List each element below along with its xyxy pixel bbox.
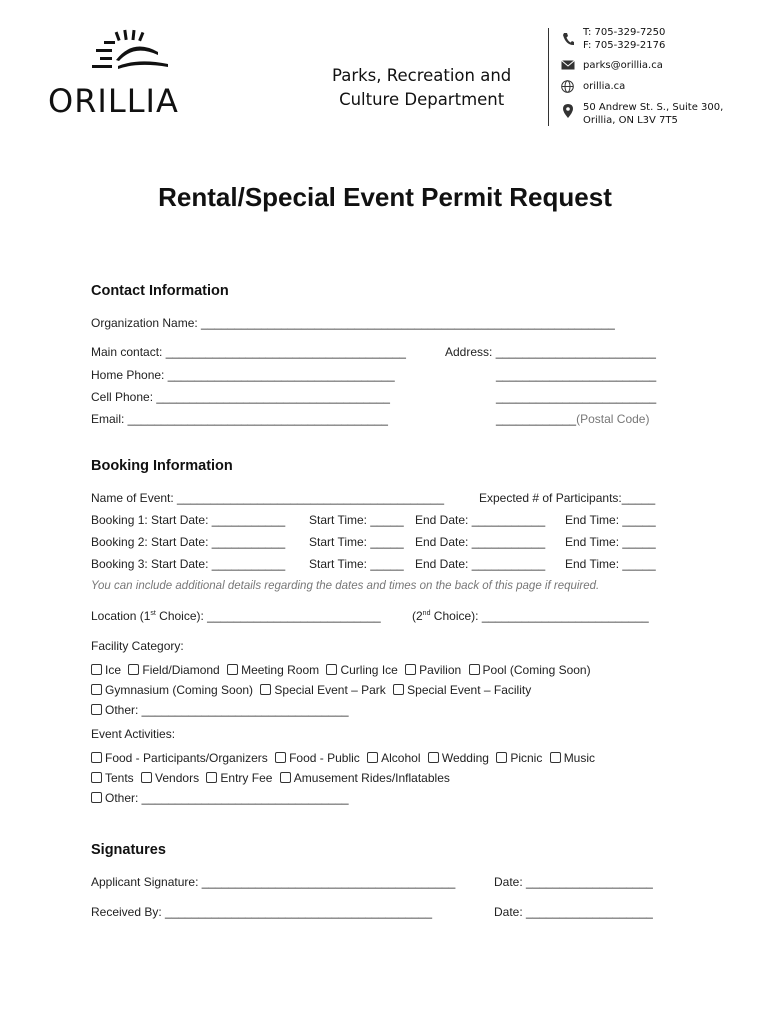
booking-2-end-date[interactable]: End Date: ___________: [415, 535, 546, 549]
booking-note: You can include additional details regarding the dates and times on the back of this page if required.: [91, 580, 600, 592]
activity-option-entry-fee[interactable]: Entry Fee: [206, 771, 272, 785]
phone-number: T: 705-329-7250: [583, 27, 666, 38]
contact-section-heading: Contact Information: [91, 283, 229, 299]
booking-1-end-time[interactable]: End Time: _____: [565, 513, 656, 527]
checkbox[interactable]: [326, 664, 337, 675]
phone-icon: [562, 32, 574, 46]
cell-phone-field[interactable]: Cell Phone: ___________________________________: [91, 390, 390, 404]
booking-2-end-time[interactable]: End Time: _____: [565, 535, 656, 549]
booking-section-heading: Booking Information: [91, 458, 233, 474]
checkbox[interactable]: [141, 772, 152, 783]
checkbox[interactable]: [91, 792, 102, 803]
activity-option-wedding[interactable]: Wedding: [428, 751, 489, 765]
facility-option-special-event-park[interactable]: Special Event – Park: [260, 683, 385, 697]
facility-option-pavilion[interactable]: Pavilion: [405, 663, 461, 677]
checkbox[interactable]: [280, 772, 291, 783]
checkbox[interactable]: [128, 664, 139, 675]
address-line-3-field[interactable]: ________________________: [496, 390, 657, 404]
checkbox[interactable]: [260, 684, 271, 695]
address-field[interactable]: Address: ________________________: [445, 345, 656, 359]
checkbox[interactable]: [550, 752, 561, 763]
facility-option-other[interactable]: Other: _______________________________: [91, 703, 349, 717]
activity-option-food-public[interactable]: Food - Public: [275, 751, 360, 765]
booking-3-start-date[interactable]: Booking 3: Start Date: ___________: [91, 557, 286, 571]
email-address[interactable]: parks@orillia.ca: [583, 60, 663, 71]
home-phone-field[interactable]: Home Phone: __________________________________: [91, 368, 395, 382]
booking-3-end-date[interactable]: End Date: ___________: [415, 557, 546, 571]
activity-option-tents[interactable]: Tents: [91, 771, 134, 785]
booking-2-start-time[interactable]: Start Time: _____: [309, 535, 404, 549]
checkbox[interactable]: [469, 664, 480, 675]
orillia-logo: [48, 28, 218, 120]
checkbox[interactable]: [405, 664, 416, 675]
booking-1-end-date[interactable]: End Date: ___________: [415, 513, 546, 527]
facility-option-curling-ice[interactable]: Curling Ice: [326, 663, 397, 677]
checkbox[interactable]: [91, 772, 102, 783]
checkbox[interactable]: [393, 684, 404, 695]
activity-option-other[interactable]: Other: _______________________________: [91, 791, 349, 805]
event-activities-label: Event Activities:: [91, 727, 176, 741]
booking-3-start-time[interactable]: Start Time: _____: [309, 557, 404, 571]
facility-row-1: [91, 663, 591, 677]
checkbox[interactable]: [428, 752, 439, 763]
activity-option-alcohol[interactable]: Alcohol: [367, 751, 420, 765]
organization-name-field[interactable]: Organization Name: ______________________________________________________________: [91, 316, 615, 330]
booking-3-end-time[interactable]: End Time: _____: [565, 557, 656, 571]
checkbox[interactable]: [496, 752, 507, 763]
participants-field[interactable]: Expected # of Participants:_____: [479, 491, 656, 505]
activities-row-2: [91, 771, 450, 785]
activity-option-music[interactable]: Music: [550, 751, 595, 765]
booking-1-start-time[interactable]: Start Time: _____: [309, 513, 404, 527]
facility-option-field-diamond[interactable]: Field/Diamond: [128, 663, 219, 677]
facility-row-2: [91, 683, 531, 697]
checkbox[interactable]: [275, 752, 286, 763]
logo-wordmark: ORILLIA: [48, 82, 179, 120]
facility-category-label: Facility Category:: [91, 639, 184, 653]
applicant-signature-field[interactable]: Applicant Signature: ______________________________________: [91, 875, 456, 889]
facility-option-meeting-room[interactable]: Meeting Room: [227, 663, 319, 677]
facility-option-gymnasium[interactable]: Gymnasium (Coming Soon): [91, 683, 253, 697]
header-divider: [548, 28, 549, 126]
page-title: Rental/Special Event Permit Request: [158, 182, 612, 212]
location-first-choice-field[interactable]: Location (1st Choice): __________________________: [91, 609, 381, 623]
checkbox[interactable]: [91, 752, 102, 763]
address-line-1: 50 Andrew St. S., Suite 300,: [583, 102, 724, 113]
applicant-date-field[interactable]: Date: ___________________: [494, 875, 653, 889]
booking-1-start-date[interactable]: Booking 1: Start Date: ___________: [91, 513, 286, 527]
facility-option-pool[interactable]: Pool (Coming Soon): [469, 663, 591, 677]
activity-option-vendors[interactable]: Vendors: [141, 771, 199, 785]
globe-icon: [561, 80, 574, 93]
email-field[interactable]: Email: _______________________________________: [91, 412, 388, 426]
postal-code-label: (Postal Code): [576, 412, 650, 426]
activity-option-amusement-rides[interactable]: Amusement Rides/Inflatables: [280, 771, 450, 785]
activity-option-food-participants[interactable]: Food - Participants/Organizers: [91, 751, 268, 765]
address-line-2: Orillia, ON L3V 7T5: [583, 115, 678, 126]
checkbox[interactable]: [91, 704, 102, 715]
activities-row-1: [91, 751, 595, 765]
sunburst-logo-icon: [88, 28, 178, 78]
booking-2-start-date[interactable]: Booking 2: Start Date: ___________: [91, 535, 286, 549]
checkbox[interactable]: [227, 664, 238, 675]
received-date-field[interactable]: Date: ___________________: [494, 905, 653, 919]
facility-option-special-event-facility[interactable]: Special Event – Facility: [393, 683, 531, 697]
postal-code-field[interactable]: ____________(Postal Code): [496, 412, 650, 426]
received-by-field[interactable]: Received By: ________________________________________: [91, 905, 432, 919]
main-contact-field[interactable]: Main contact: ____________________________________: [91, 345, 406, 359]
checkbox[interactable]: [91, 664, 102, 675]
activity-option-picnic[interactable]: Picnic: [496, 751, 542, 765]
address-line-2-field[interactable]: ________________________: [496, 368, 657, 382]
checkbox[interactable]: [367, 752, 378, 763]
website-link[interactable]: orillia.ca: [583, 81, 626, 92]
checkbox[interactable]: [206, 772, 217, 783]
fax-number: F: 705-329-2176: [583, 40, 666, 51]
event-name-field[interactable]: Name of Event: ________________________________________: [91, 491, 444, 505]
department-name: Parks, Recreation and Culture Department: [332, 66, 512, 109]
facility-option-ice[interactable]: Ice: [91, 663, 121, 677]
checkbox[interactable]: [91, 684, 102, 695]
email-icon: [561, 60, 575, 70]
signatures-section-heading: Signatures: [91, 842, 166, 858]
location-second-choice-field[interactable]: (2nd Choice): _________________________: [412, 609, 649, 623]
location-pin-icon: [563, 104, 573, 118]
